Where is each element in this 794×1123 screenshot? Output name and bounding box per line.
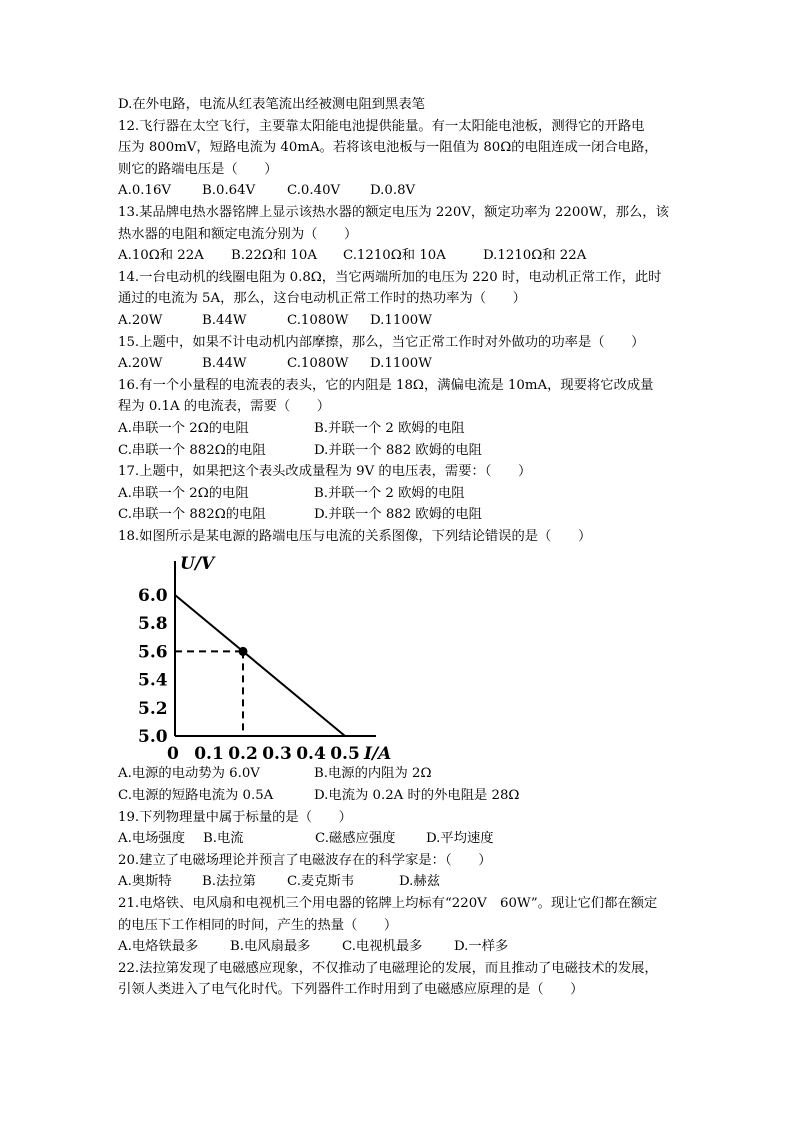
q13-stem-1: 13.某品牌电热水器铭牌上显示该热水器的额定电压为 220V，额定功率为 2200W，那么，该 — [118, 204, 669, 220]
q16-stem-2: 程为 0.1A 的电流表，需要（ ） — [118, 399, 331, 415]
q13-option-d: D.1210Ω和 22A — [483, 248, 587, 264]
q11-option-d: D.在外电路，电流从红表笔流出经被测电阻到黑表笔 — [118, 97, 425, 112]
q13-option-a: A.10Ω和 22A — [118, 248, 204, 264]
q16-option-d: D.并联一个 882 欧姆的电阻 — [314, 442, 482, 458]
q18-options-row-2 — [118, 785, 688, 807]
q20-option-d: D.赫兹 — [399, 874, 441, 890]
q19-option-a: A.电场强度 — [118, 831, 186, 847]
y-tick-label: 5.0 — [138, 727, 168, 748]
q12-option-c: C.0.40V — [287, 183, 341, 199]
q17-options-row-1 — [118, 483, 688, 505]
marked-point — [239, 647, 248, 656]
q12-option-b: B.0.64V — [202, 183, 256, 199]
q17-option-c: C.串联一个 882Ω的电阻 — [118, 507, 266, 523]
u-i-graph — [118, 547, 688, 763]
q14-options — [118, 310, 688, 332]
x-tick-label: 0.4 — [296, 744, 326, 764]
q17-options-row-2 — [118, 504, 688, 526]
q21-options — [118, 936, 688, 958]
q17-option-b: B.并联一个 2 欧姆的电阻 — [314, 485, 465, 501]
q16-option-c: C.串联一个 882Ω的电阻 — [118, 442, 266, 458]
q14-stem-2: 通过的电流为 5A，那么，这台电动机正常工作时的热功率为（ ） — [118, 291, 526, 307]
y-axis-label: U/V — [180, 554, 215, 575]
q15-option-c: C.1080W — [287, 356, 349, 372]
q13-option-c: C.1210Ω和 10A — [343, 248, 446, 264]
q20-stem-1: 20.建立了电磁场理论并预言了电磁波存在的科学家是：（ ） — [118, 852, 492, 868]
y-tick-label: 5.2 — [138, 699, 168, 720]
q16-options-row-2 — [118, 440, 688, 462]
q13-option-b: B.22Ω和 10A — [231, 248, 317, 264]
y-tick-label: 5.8 — [138, 614, 168, 635]
q13-stem-2: 热水器的电阻和额定电流分别为（ ） — [118, 226, 358, 242]
q15-stem-1: 15.上题中，如果不计电动机内部摩擦，那么，当它正常工作时对外做功的功率是（ ） — [118, 334, 645, 350]
q15-options — [118, 353, 688, 375]
q21-option-b: B.电风扇最多 — [230, 939, 311, 955]
u-i-graph-svg — [118, 547, 418, 763]
q21-option-d: D.一样多 — [454, 939, 509, 955]
exam-page — [118, 94, 688, 1001]
q17-option-d: D.并联一个 882 欧姆的电阻 — [314, 507, 482, 523]
x-tick-label: 0.1 — [194, 744, 224, 764]
q12-option-d: D.0.8V — [370, 183, 416, 199]
q17-stem-1: 17.上题中，如果把这个表头改成量程为 9V 的电压表，需要：（ ） — [118, 464, 532, 480]
y-tick-label: 5.6 — [138, 642, 168, 663]
q15-option-a: A.20W — [118, 356, 163, 372]
q13-options — [118, 245, 688, 267]
q15-option-d: D.1100W — [370, 356, 432, 372]
q19-options — [118, 828, 688, 850]
u-i-line — [175, 595, 345, 736]
q20-options — [118, 871, 688, 893]
q14-option-a: A.20W — [118, 312, 163, 328]
q12-stem-3: 则它的路端电压是（ ） — [118, 161, 278, 177]
q19-stem-1: 19.下列物理量中属于标量的是（ ） — [118, 809, 352, 825]
q21-option-a: A.电烙铁最多 — [118, 939, 199, 955]
q14-option-b: B.44W — [202, 312, 247, 328]
q20-option-a: A.奥斯特 — [118, 874, 172, 890]
q16-stem-1: 16.有一个小量程的电流表的表头，它的内阻是 18Ω，满偏电流是 10mA，现要将它改成量 — [118, 377, 654, 393]
q18-option-b: B.电源的内阻为 2Ω — [314, 766, 432, 782]
q15-option-b: B.44W — [202, 356, 247, 372]
x-tick-label: 0 — [167, 744, 179, 764]
q16-option-b: B.并联一个 2 欧姆的电阻 — [314, 420, 465, 436]
q21-stem-2: 的电压下工作相同的时间，产生的热量（ ） — [118, 917, 398, 933]
q16-options-row-1 — [118, 418, 688, 440]
q12-stem-2: 压为 800mV，短路电流为 40mA。若将该电池板与一阻值为 80Ω的电阻连成一闭合电路， — [118, 140, 658, 156]
x-tick-label: 0.3 — [262, 744, 292, 764]
q21-option-c: C.电视机最多 — [342, 939, 423, 955]
q22-stem-2: 引领人类进入了电气化时代。下列器件工作时用到了电磁感应原理的是（ ） — [118, 982, 584, 998]
q12-stem-1: 12.飞行器在太空飞行，主要靠太阳能电池提供能量。有一太阳能电池板，测得它的开路电 — [118, 118, 645, 134]
q18-option-d: D.电流为 0.2A 时的外电阻是 28Ω — [314, 788, 520, 804]
y-tick-label: 5.4 — [138, 671, 168, 692]
q14-option-c: C.1080W — [287, 312, 349, 328]
q21-stem-1: 21.电烙铁、电风扇和电视机三个用电器的铭牌上均标有“220V 60W”。现让它们都在额定 — [118, 896, 658, 912]
q12-options — [118, 180, 688, 202]
q22-stem-1: 22.法拉第发现了电磁感应现象，不仅推动了电磁理论的发展，而且推动了电磁技术的发展， — [118, 960, 658, 976]
q18-option-c: C.电源的短路电流为 0.5A — [118, 788, 274, 804]
q19-option-d: D.平均速度 — [426, 831, 494, 847]
q17-option-a: A.串联一个 2Ω的电阻 — [118, 485, 249, 501]
q14-option-d: D.1100W — [370, 312, 432, 328]
q16-option-a: A.串联一个 2Ω的电阻 — [118, 420, 249, 436]
y-tick-label: 6.0 — [138, 586, 168, 607]
x-tick-label: 0.5 — [330, 744, 360, 764]
x-axis-label: I/A — [364, 744, 392, 764]
q20-option-b: B.法拉第 — [202, 874, 256, 890]
q18-option-a: A.电源的电动势为 6.0V — [118, 766, 260, 782]
q12-option-a: A.0.16V — [118, 183, 172, 199]
q20-option-c: C.麦克斯韦 — [287, 874, 355, 890]
q19-option-b: B.电流 — [203, 831, 244, 847]
q18-stem-1: 18.如图所示是某电源的路端电压与电流的关系图像，下列结论错误的是（ ） — [118, 528, 592, 544]
q14-stem-1: 14.一台电动机的线圈电阻为 0.8Ω，当它两端所加的电压为 220 时，电动机正常工作，此时 — [118, 269, 662, 285]
q18-options-row-1 — [118, 763, 688, 785]
x-tick-label: 0.2 — [228, 744, 258, 764]
q19-option-c: C.磁感应强度 — [315, 831, 396, 847]
